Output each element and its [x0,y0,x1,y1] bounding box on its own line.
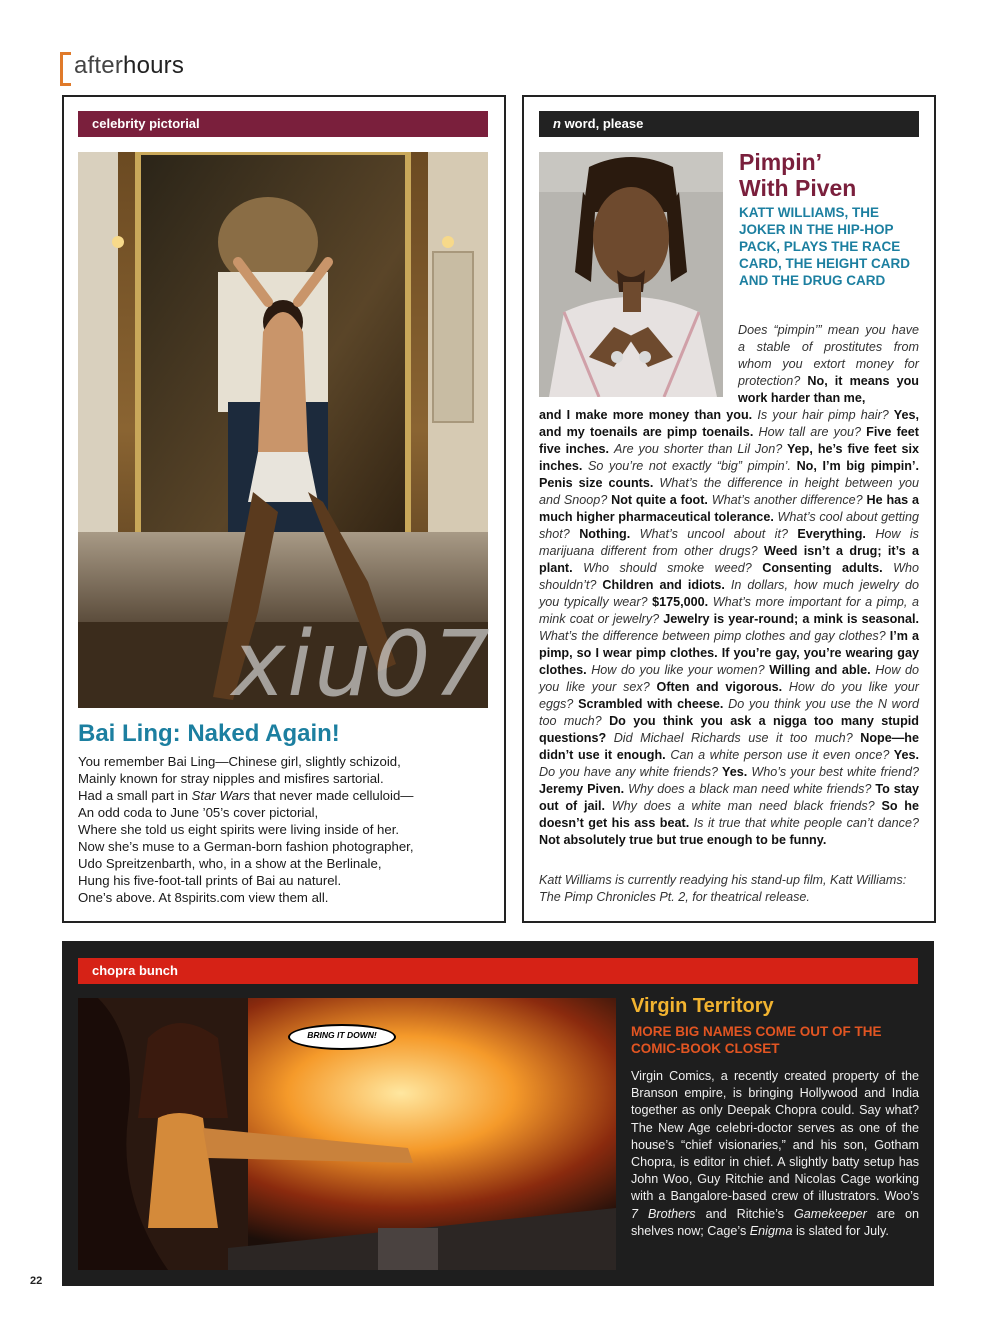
interview-intro [738,322,919,407]
interview-answer: To stay out of jail. [539,782,919,813]
virgin-territory-headline: Virgin Territory [631,995,774,1017]
interview-answer: Children and idiots. [596,578,731,592]
pimpin-headline-line-1: Pimpin’ [739,149,823,175]
bai-ling-headline: Bai Ling: Naked Again! [78,720,340,747]
poem-text: Now she’s muse to a German-born fashion photographer, [78,839,414,854]
interview-answer: So he doesn’t get his ass beat. [539,799,919,830]
n-word-label: word, please [560,116,644,131]
poem-text: Mainly known for stray nipples and misfires sartorial. [78,771,384,786]
section-bracket [60,52,71,86]
interview-answer: Yes. [718,765,752,779]
poem-text: You remember Bai Ling—Chinese girl, slightly schizoid, [78,754,401,769]
interview-answer: Yep, he’s five feet six inches. [539,442,919,473]
section-title [74,52,184,80]
interview-question: How do you like your women? [591,663,765,677]
poem-line [78,753,498,770]
poem-line [78,855,498,872]
interview-answer: Often and vigorous. [649,680,789,694]
interview-question: How do you like your sex? [539,663,920,694]
watermark: xiu07 [232,612,492,717]
body-text: are on shelves now; Cage’s [631,1206,919,1238]
comic-title: Gamekeeper [793,1206,867,1221]
pimpin-headline [739,149,929,201]
interview-answer: I’m a pimp, so I wear pimp clothes. If you’re gay, you’re wearing gay clothes. [539,629,919,677]
interview-question: How is marijuana different from other drugs? [539,527,919,558]
interview-question: Is your hair pimp hair? [757,408,889,422]
n-word-prefix: n [553,116,561,131]
interview-body [539,407,919,849]
poem-italic: Star Wars [191,788,250,803]
interview-answer: Yes, and my toenails are pimp toenails. [539,408,920,439]
poem-text: Hung his five-foot-tall prints of Bai au naturel. [78,873,342,888]
interview-question: Can a white person use it even once? [670,748,890,762]
body-text: and Ritchie’s [695,1206,794,1221]
pimpin-headline-line-2: With Piven [739,175,857,201]
interview-answer: Willing and able. [764,663,876,677]
speech-bubble [288,1024,396,1050]
interview-question: In dollars, how much jewelry do you typically wear? [539,578,919,609]
comic-title: Enigma [749,1223,793,1238]
katt-williams-photo [539,152,723,397]
interview-answer: Consenting adults. [751,561,894,575]
interview-answer: Nothing. [569,527,640,541]
section-title-bold: hours [123,52,185,79]
body-text: is slated for July. [792,1223,889,1238]
interview-answer: Not quite a foot. [607,493,712,507]
poem-text: One’s above. At 8spirits.com view them all. [78,890,329,905]
poem-text: Had a small part in [78,788,192,803]
interview-question: Does “pimpin’” mean you have a stable of prostitutes from whom you extort money for protection? [738,323,919,388]
interview-question: What’s another difference? [711,493,863,507]
interview-answer: He has a much higher pharmaceutical tolerance. [539,493,919,524]
celebrity-pictorial-label: celebrity pictorial [92,116,200,131]
interview-question: Who shouldn’t? [539,561,919,592]
interview-question: Is it true that white people can’t dance? [693,816,919,830]
interview-question: Why does a white man need black friends? [611,799,875,813]
interview-question: Do you have any white friends? [539,765,719,779]
interview-credit: Katt Williams is currently readying his stand-up film, Katt Williams: The Pimp Chronicles Pt. 2, for theatrical release. [539,873,907,904]
poem-line [78,889,498,906]
chopra-bunch-label: chopra bunch [92,963,178,978]
interview-question: What’s the difference in height between you and Snoop? [539,476,919,507]
interview-question: What’s more important for a pimp, a mink coat or jewelry? [539,595,919,626]
interview-question: What’s the difference between pimp clothes and gay clothes? [539,629,886,643]
interview-answer: Five feet five inches. [539,425,919,456]
interview-answer: Weed isn’t a drug; it’s a plant. [539,544,920,575]
interview-question: Do you think you use the N word too much? [539,697,919,728]
interview-question: How tall are you? [758,425,861,439]
interview-answer: Not absolutely true but true enough to be funny. [539,833,827,847]
pimpin-deck: KATT WILLIAMS, THE JOKER IN THE HIP-HOP PACK, PLAYS THE RACE CARD, THE HEIGHT CARD AND THE DRUG CARD [739,205,910,288]
poem-line [78,872,498,889]
comic-title: 7 Brothers [631,1206,696,1221]
interview-answer: $175,000. [647,595,713,609]
poem-text: that never made celluloid— [250,788,414,803]
poem-text: An odd coda to June ’05’s cover pictorial, [78,805,319,820]
interview-answer: No, it means you work harder than me, [738,374,919,405]
poem-line [78,821,498,838]
interview-answer: No, I’m big pimpin’. Penis size counts. [539,459,919,490]
page-number: 22 [30,1275,43,1287]
interview-question: Who’s your best white friend? [751,765,920,779]
interview-answer: Do you think you ask a nigga too many stupid questions? [539,714,919,745]
virgin-territory-deck: MORE BIG NAMES COME OUT OF THE COMIC-BOOK CLOSET [631,1024,882,1056]
interview-question: So you’re not exactly “big” pimpin’. [588,459,791,473]
interview-answer: Yes. [889,748,919,762]
interview-answer: Nope—he didn’t use it enough. [539,731,919,762]
poem-line [78,838,498,855]
interview-question: What’s cool about getting shot? [539,510,919,541]
interview-answer: Everything. [787,527,876,541]
poem-line [78,770,498,787]
poem-line [78,804,498,821]
bai-ling-poem [78,753,498,906]
interview-question: Are you shorter than Lil Jon? [614,442,783,456]
speech-bubble-text: BRING IT DOWN! [307,1030,377,1040]
celebrity-pictorial-bar [78,111,488,137]
interview-answer: Scrambled with cheese. [573,697,729,711]
interview-question: What’s uncool about it? [639,527,788,541]
bai-ling-photo [78,152,488,708]
interview-question: Who should smoke weed? [583,561,752,575]
interview-question: How do you like your eggs? [539,680,919,711]
n-word-please-bar [539,111,919,137]
chopra-bunch-bar [78,958,918,984]
interview-answer: and I make more money than you. [539,408,758,422]
interview-answer: Jeremy Piven. [539,782,629,796]
interview-question: Why does a black man need white friends? [628,782,872,796]
interview-answer: Jewelry is year-round; a mink is seasonal. [659,612,919,626]
poem-text: Where she told us eight spirits were living inside of her. [78,822,400,837]
body-text: Virgin Comics, a recently created property of the Branson empire, is bringing Hollywood and India together as only Deepak Chopra could. Say what? The New Age celebri-doctor serves as one of the house’s “chief visionaries,” and his son, Gotham Chopra, is editor in chief. A slightly batty setup has John Woo, Guy Ritchie and Nicolas Cage working with a Bangalore-based crew of illustrators. Woo’s [631,1069,919,1204]
interview-question: Did Michael Richards use it too much? [613,731,853,745]
virgin-territory-body [631,1068,919,1240]
section-title-light: after [74,52,124,79]
poem-line [78,787,498,804]
poem-text: Udo Spreitzenbarth, who, in a show at the Berlinale, [78,856,382,871]
